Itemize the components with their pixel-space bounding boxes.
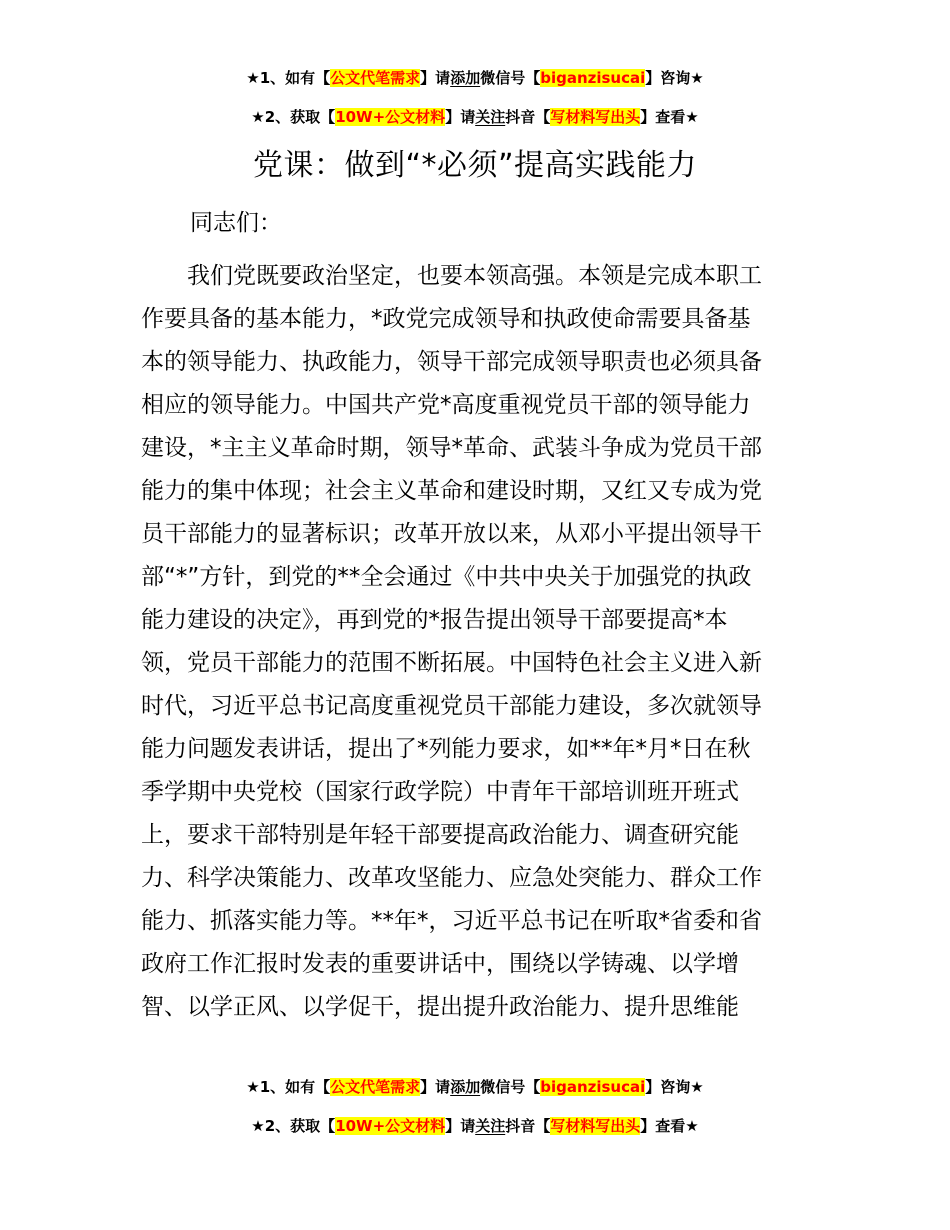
underlined-action: 添加 xyxy=(450,1078,481,1096)
body-line: 我们党既要政治坚定，也要本领高强。本领是完成本职工 xyxy=(141,263,762,289)
banner-text: ★2、获取【 xyxy=(251,108,336,126)
highlight-materials: 10W+公文材料 xyxy=(335,108,446,126)
body-line: 能力建设的决定》，再到党的*报告提出领导干部要提高*本 xyxy=(141,607,728,633)
body-line: 部“*”方针，到党的**全会通过《中共中央关于加强党的执政 xyxy=(141,564,752,590)
body-line: 能力问题发表讲话，提出了*列能力要求，如**年*月*日在秋 xyxy=(141,736,751,762)
highlight-wechat-id: biganzisucai xyxy=(540,1078,646,1096)
banner-text: 抖音【 xyxy=(505,108,551,126)
salutation: 同志们： xyxy=(190,210,282,236)
body-line: 建设，*主主义革命时期，领导*革命、武装斗争成为党员干部 xyxy=(141,435,762,461)
document-title: 党课：做到“*必须”提高实践能力 xyxy=(252,148,698,183)
banner-top-line-2 xyxy=(0,106,950,128)
body-line: 员干部能力的显著标识；改革开放以来，从邓小平提出领导干 xyxy=(141,521,762,547)
highlight-materials: 10W+公文材料 xyxy=(335,1117,446,1135)
body-line: 本的领导能力、执政能力，领导干部完成领导职责也必须具备 xyxy=(141,349,762,375)
body-line: 智、以学正风、以学促干，提出提升政治能力、提升思维能 xyxy=(141,994,739,1020)
highlight-douyin-account: 写材料写出头 xyxy=(550,1117,641,1135)
banner-text: 】咨询★ xyxy=(645,69,704,87)
banner-text: ★2、获取【 xyxy=(251,1117,336,1135)
highlight-service: 公文代笔需求 xyxy=(330,69,421,87)
body-line: 力、科学决策能力、改革攻坚能力、应急处突能力、群众工作 xyxy=(141,865,762,891)
highlight-wechat-id: biganzisucai xyxy=(540,69,646,87)
banner-text: 】请 xyxy=(420,1078,451,1096)
highlight-douyin-account: 写材料写出头 xyxy=(550,108,641,126)
banner-text: 】咨询★ xyxy=(645,1078,704,1096)
banner-text: 微信号【 xyxy=(480,1078,541,1096)
banner-text: 】请 xyxy=(445,108,476,126)
underlined-action: 关注 xyxy=(475,1117,506,1135)
body-line: 上，要求干部特别是年轻干部要提高政治能力、调查研究能 xyxy=(141,822,739,848)
body-line: 作要具备的基本能力，*政党完成领导和执政使命需要具备基 xyxy=(141,306,751,332)
body-line: 能力、抓落实能力等。**年*，习近平总书记在听取*省委和省 xyxy=(141,908,762,934)
body-line: 季学期中央党校（国家行政学院）中青年干部培训班开班式 xyxy=(141,779,739,805)
banner-text: 】请 xyxy=(420,69,451,87)
underlined-action: 关注 xyxy=(475,108,506,126)
body-line: 相应的领导能力。中国共产党*高度重视党员干部的领导能力 xyxy=(141,392,751,418)
highlight-service: 公文代笔需求 xyxy=(330,1078,421,1096)
body-line: 领，党员干部能力的范围不断拓展。中国特色社会主义进入新 xyxy=(141,650,762,676)
banner-text: 微信号【 xyxy=(480,69,541,87)
banner-text: 】查看★ xyxy=(640,108,699,126)
body-line: 能力的集中体现；社会主义革命和建设时期，又红又专成为党 xyxy=(141,478,762,504)
banner-text: ★1、如有【 xyxy=(246,69,331,87)
banner-text: 】请 xyxy=(445,1117,476,1135)
banner-text: 】查看★ xyxy=(640,1117,699,1135)
banner-text: 抖音【 xyxy=(505,1117,551,1135)
banner-bottom-line-2 xyxy=(0,1115,950,1137)
body-line: 时代，习近平总书记高度重视党员干部能力建设，多次就领导 xyxy=(141,693,762,719)
banner-bottom-line-1 xyxy=(0,1076,950,1098)
underlined-action: 添加 xyxy=(450,69,481,87)
banner-top-line-1 xyxy=(0,67,950,89)
body-line: 政府工作汇报时发表的重要讲话中，围绕以学铸魂、以学增 xyxy=(141,951,739,977)
banner-text: ★1、如有【 xyxy=(246,1078,331,1096)
